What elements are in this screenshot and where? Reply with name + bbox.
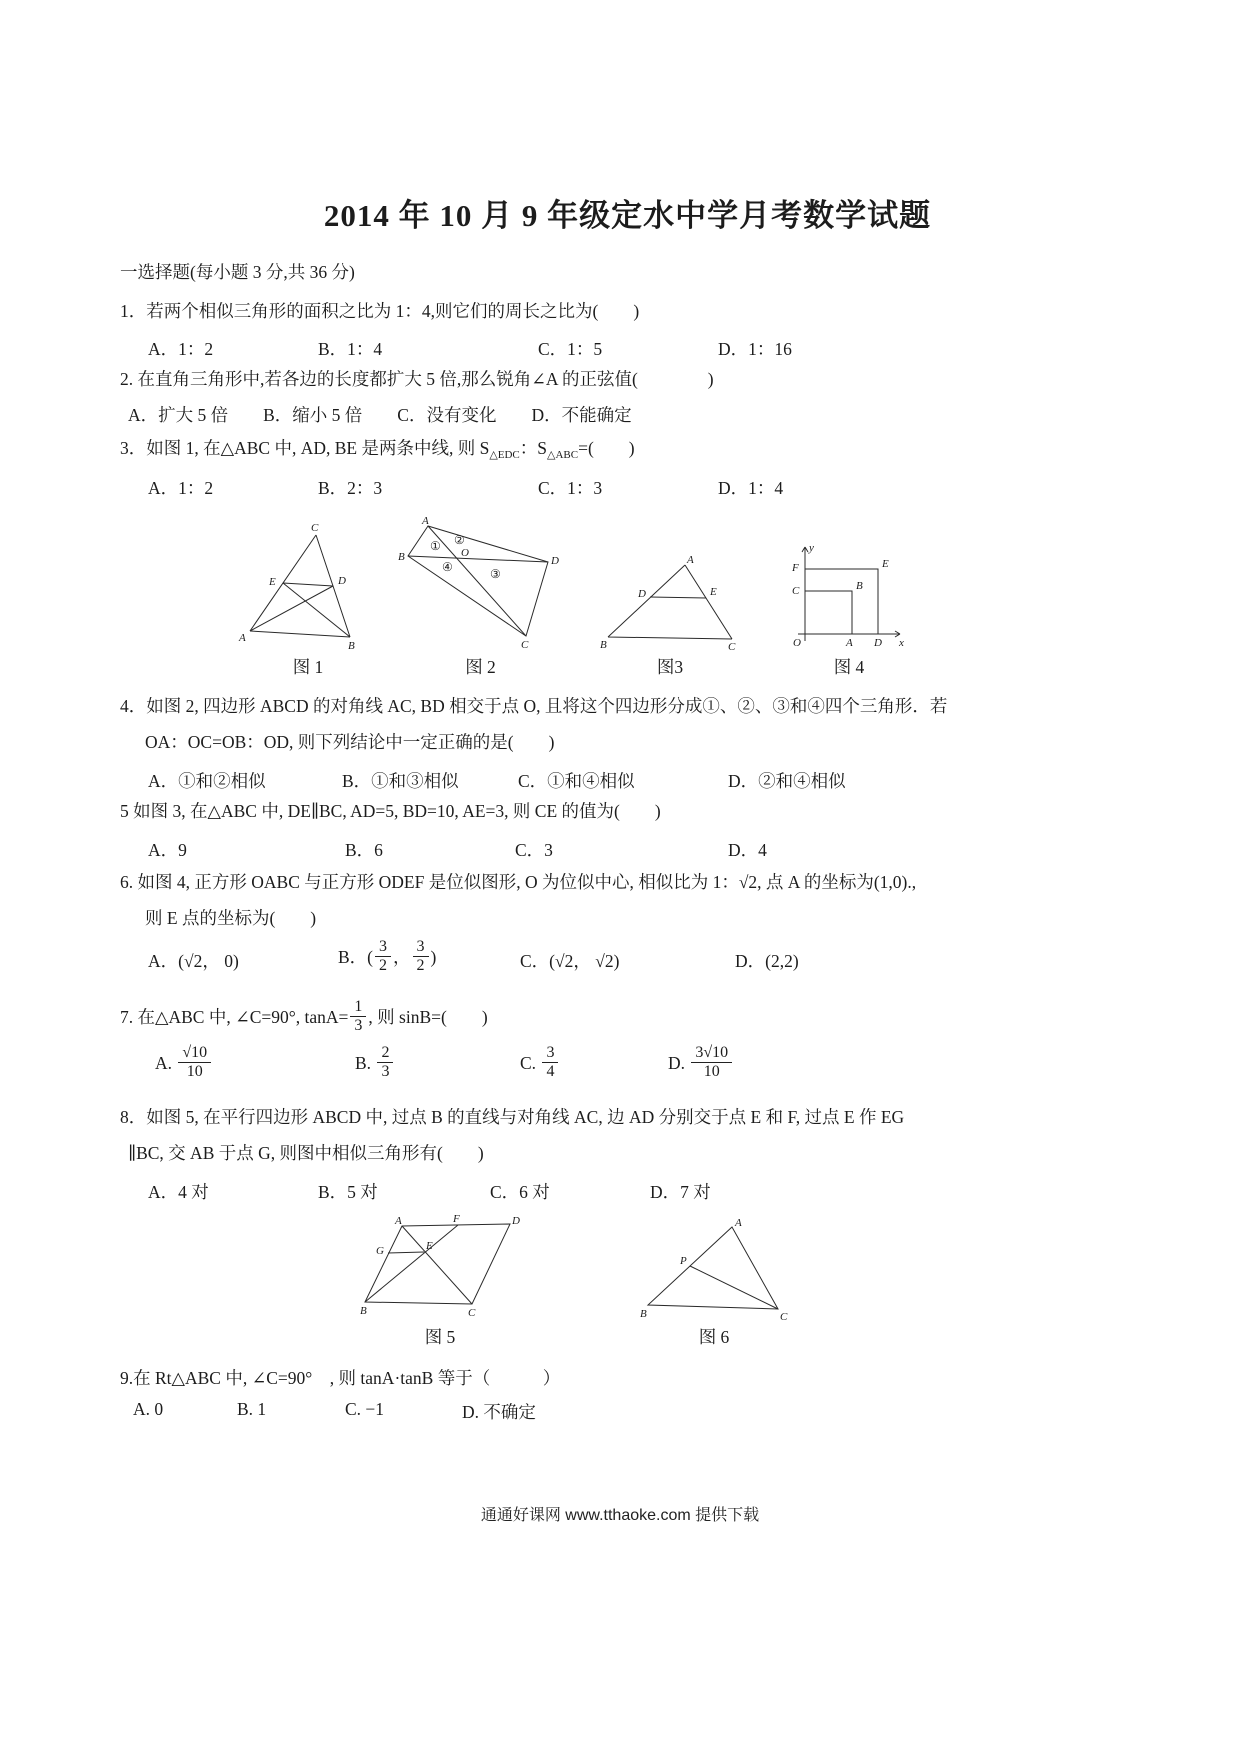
q7-b-den: 3 xyxy=(381,1063,390,1081)
q3-text-p2: ：S xyxy=(519,437,548,458)
figure-3-diagram xyxy=(600,553,740,651)
q7-frac-num: 1 xyxy=(350,998,366,1017)
q7-c-fraction xyxy=(542,1044,558,1082)
fig4-label-y: y xyxy=(809,542,814,555)
fig4-label-D: D xyxy=(874,637,882,650)
question-8-line2: ∥BC, 交 AB 于点 G, 则图中相似三角形有( ) xyxy=(128,1142,484,1163)
q7-c-label: C. xyxy=(520,1052,537,1073)
q7-a-label: A. xyxy=(155,1052,173,1073)
fig4-label-F: F xyxy=(792,562,799,575)
q9-option-c: C. −1 xyxy=(345,1399,385,1420)
q9-option-a: A. 0 xyxy=(133,1399,164,1420)
q7-a-num: √10 xyxy=(178,1044,211,1063)
figure-5-caption: 图 5 xyxy=(424,1326,456,1347)
figure-1 xyxy=(238,519,378,679)
q3-option-a: A．1：2 xyxy=(148,478,214,499)
question-8-options xyxy=(120,1167,1135,1207)
question-6-options xyxy=(120,932,1135,994)
fig5-label-A: A xyxy=(395,1214,402,1227)
q3-option-c: C．1：3 xyxy=(538,478,603,499)
question-5-options xyxy=(120,825,1135,865)
q7-c-num: 3 xyxy=(542,1044,558,1063)
q7-fraction xyxy=(350,998,366,1036)
question-9-options xyxy=(120,1391,1135,1427)
figure-2-caption: 图 2 xyxy=(465,657,496,678)
fig2-label-A: A xyxy=(422,515,429,528)
fig3-lines xyxy=(608,565,732,639)
figure-1-diagram xyxy=(238,519,378,651)
figure-4-diagram xyxy=(790,539,908,651)
q6-option-b-post: ) xyxy=(430,946,437,967)
q6-b-f2-num: 3 xyxy=(413,938,429,957)
q7-d-label: D. xyxy=(668,1052,686,1073)
question-6-line2: 则 E 点的坐标为( ) xyxy=(145,907,317,928)
q4-option-d: D．②和④相似 xyxy=(728,771,846,792)
q1-option-b: B．1：4 xyxy=(318,339,383,360)
question-3-text xyxy=(120,435,1135,464)
question-9-text: 9.在 Rt△ABC 中, ∠C=90° , 则 tanA·tanB 等于（ ） xyxy=(120,1367,561,1388)
fig1-label-B: B xyxy=(348,640,355,652)
fig5-label-E: E xyxy=(426,1239,433,1252)
q5-option-a: A．9 xyxy=(148,839,187,860)
q8-option-b: B．5 对 xyxy=(318,1181,378,1202)
q7-b-label: B. xyxy=(355,1052,372,1073)
q5-option-d: D．4 xyxy=(728,839,767,860)
fig2-lines xyxy=(408,526,548,636)
q1-option-a: A．1：2 xyxy=(148,339,214,360)
fig3-label-E: E xyxy=(710,586,717,599)
q7-c-den: 4 xyxy=(546,1063,555,1081)
q6-b-f1-den: 2 xyxy=(379,957,387,975)
fig2-label-C: C xyxy=(521,639,529,652)
q6-option-c: C．(√2， √2) xyxy=(520,950,620,971)
fig6-label-A: A xyxy=(735,1216,742,1229)
fig1-label-C: C xyxy=(311,522,319,535)
q7-d-den: 10 xyxy=(703,1063,720,1081)
question-5-text: 5 如图 3, 在△ABC 中, DE∥BC, AD=5, BD=10, AE=3, 则 CE 的值为( ) xyxy=(120,801,661,822)
q7-a-fraction xyxy=(178,1044,211,1082)
question-4-options xyxy=(120,756,1135,796)
q5-option-c: C．3 xyxy=(515,839,553,860)
fig6-label-P: P xyxy=(680,1254,687,1267)
q6-option-b xyxy=(338,937,437,978)
fig4-label-C: C xyxy=(792,585,800,598)
q7-a-den: 10 xyxy=(186,1063,203,1081)
q7-frac-den: 3 xyxy=(354,1017,363,1035)
q6-b-f1-num: 3 xyxy=(375,938,391,957)
fig2-label-2: ② xyxy=(454,533,465,548)
q1-option-d: D．1：16 xyxy=(718,339,792,360)
q7-option-b xyxy=(355,1043,395,1084)
question-2-text: 2. 在直角三角形中,若各边的长度都扩大 5 倍,那么锐角∠A 的正弦值( ) xyxy=(120,369,714,390)
q8-option-c: C．6 对 xyxy=(490,1181,550,1202)
figure-6 xyxy=(640,1217,788,1349)
fig3-label-B: B xyxy=(600,639,607,652)
q5-option-b: B．6 xyxy=(345,839,383,860)
fig1-label-D: D xyxy=(338,575,346,588)
q9-option-d: D. 不确定 xyxy=(462,1402,536,1423)
q7-text-post: , 则 sinB=( ) xyxy=(368,1006,488,1027)
fig1-label-E: E xyxy=(269,576,276,589)
question-2-options: A．扩大 5 倍 B．缩小 5 倍 C．没有变化 D．不能确定 xyxy=(128,404,632,425)
fig5-lines xyxy=(365,1224,510,1304)
question-6-line1: 6. 如图 4, 正方形 OABC 与正方形 ODEF 是位似图形, O 为位似中心, 相似比为 1：√2, 点 A 的坐标为(1,0)., xyxy=(120,871,917,892)
fig6-label-C: C xyxy=(780,1310,788,1321)
figure-5-diagram xyxy=(360,1214,520,1321)
fig4-label-B: B xyxy=(856,580,863,593)
figure-3 xyxy=(600,553,740,679)
fig5-label-G: G xyxy=(376,1244,384,1257)
question-4-line2: OA：OC=OB：OD, 则下列结论中一定正确的是( ) xyxy=(145,732,555,753)
question-1-text: 1．若两个相似三角形的面积之比为 1：4,则它们的周长之比为( ) xyxy=(120,301,640,321)
figure-1-caption: 图 1 xyxy=(292,657,324,678)
fig2-label-B: B xyxy=(398,551,405,564)
question-4-line1: 4．如图 2, 四边形 ABCD 的对角线 AC, BD 相交于点 O, 且将这个四边形分成①、②、③和④四个三角形．若 xyxy=(120,696,948,717)
q7-d-num: 3√10 xyxy=(691,1044,732,1063)
question-7-text xyxy=(120,997,1135,1038)
question-7-options xyxy=(120,1038,1135,1100)
figure-5 xyxy=(360,1214,520,1349)
q6-option-d: D．(2,2) xyxy=(735,950,799,971)
fig5-label-C: C xyxy=(468,1306,476,1319)
fig4-label-x: x xyxy=(899,637,904,650)
q3-option-b: B．2：3 xyxy=(318,478,383,499)
q8-option-a: A．4 对 xyxy=(148,1181,209,1202)
question-3-options xyxy=(120,463,1135,503)
fig6-label-B: B xyxy=(640,1307,647,1320)
q1-option-c: C．1：5 xyxy=(538,339,603,360)
fig3-label-A: A xyxy=(687,554,694,567)
q6-option-b-fraction-1 xyxy=(375,938,391,976)
question-1-options xyxy=(120,324,1135,364)
section-header: 一选择题(每小题 3 分,共 36 分) xyxy=(120,262,355,282)
fig3-label-D: D xyxy=(638,588,646,601)
figure-6-caption: 图 6 xyxy=(698,1326,730,1347)
fig2-label-4: ④ xyxy=(442,560,453,575)
figure-2-diagram xyxy=(398,514,563,651)
fig2-label-D: D xyxy=(551,555,559,568)
fig5-label-B: B xyxy=(360,1304,367,1317)
figure-4-caption: 图 4 xyxy=(833,657,865,678)
fig1-lines xyxy=(250,535,350,637)
q6-option-b-pre: B．( xyxy=(338,946,373,967)
q7-b-fraction xyxy=(377,1044,393,1082)
q4-option-b: B．①和③相似 xyxy=(342,771,459,792)
figure-row-1 xyxy=(120,507,1135,679)
q8-option-d: D．7 对 xyxy=(650,1181,711,1202)
figure-6-diagram xyxy=(640,1217,788,1321)
fig2-label-3: ③ xyxy=(490,567,501,582)
q7-option-d xyxy=(668,1043,734,1084)
q3-subscript-2: △ABC xyxy=(547,448,579,461)
figure-2 xyxy=(398,514,563,679)
q3-option-d: D．1：4 xyxy=(718,478,784,499)
fig5-label-D: D xyxy=(512,1214,520,1227)
question-8-line1: 8．如图 5, 在平行四边形 ABCD 中, 过点 B 的直线与对角线 AC, 边 AD 分别交于点 E 和 F, 过点 E 作 EG xyxy=(120,1106,905,1127)
q7-option-c xyxy=(520,1043,560,1084)
q9-option-b: B. 1 xyxy=(237,1399,267,1420)
fig4-label-A: A xyxy=(846,637,853,650)
figure-4 xyxy=(790,539,908,679)
fig1-label-A: A xyxy=(239,632,246,645)
fig2-label-O: O xyxy=(461,547,469,560)
q4-option-c: C．①和④相似 xyxy=(518,771,635,792)
fig3-label-C: C xyxy=(728,641,736,652)
q7-option-a xyxy=(155,1043,213,1084)
q3-text-p1: 3．如图 1, 在△ABC 中, AD, BE 是两条中线, 则 S xyxy=(120,437,490,458)
q6-option-a: A．(√2， 0) xyxy=(148,950,239,971)
fig5-label-F: F xyxy=(453,1213,460,1225)
figure-3-caption: 图3 xyxy=(656,657,684,678)
q7-text-pre: 7. 在△ABC 中, ∠C=90°, tanA= xyxy=(120,1006,349,1027)
q7-b-num: 2 xyxy=(377,1044,393,1063)
page-title: 2014 年 10 月 9 年级定水中学月考数学试题 xyxy=(323,198,932,233)
figure-row-2 xyxy=(120,1211,1135,1349)
q6-option-b-fraction-2 xyxy=(413,938,429,976)
q6-option-b-sep: ， xyxy=(393,946,411,967)
fig6-lines xyxy=(648,1227,778,1309)
q3-text-p3: =( ) xyxy=(578,437,635,458)
q6-b-f2-den: 2 xyxy=(416,957,425,975)
q3-subscript-1: △EDC xyxy=(489,448,520,461)
fig2-label-1: ① xyxy=(430,539,441,554)
q4-option-a: A．①和②相似 xyxy=(148,771,266,792)
fig4-label-E: E xyxy=(882,558,889,571)
fig4-label-O: O xyxy=(793,637,801,650)
page-footer: 通通好课网 www.tthaoke.com 提供下载 xyxy=(480,1507,760,1524)
q7-d-fraction xyxy=(691,1044,732,1082)
